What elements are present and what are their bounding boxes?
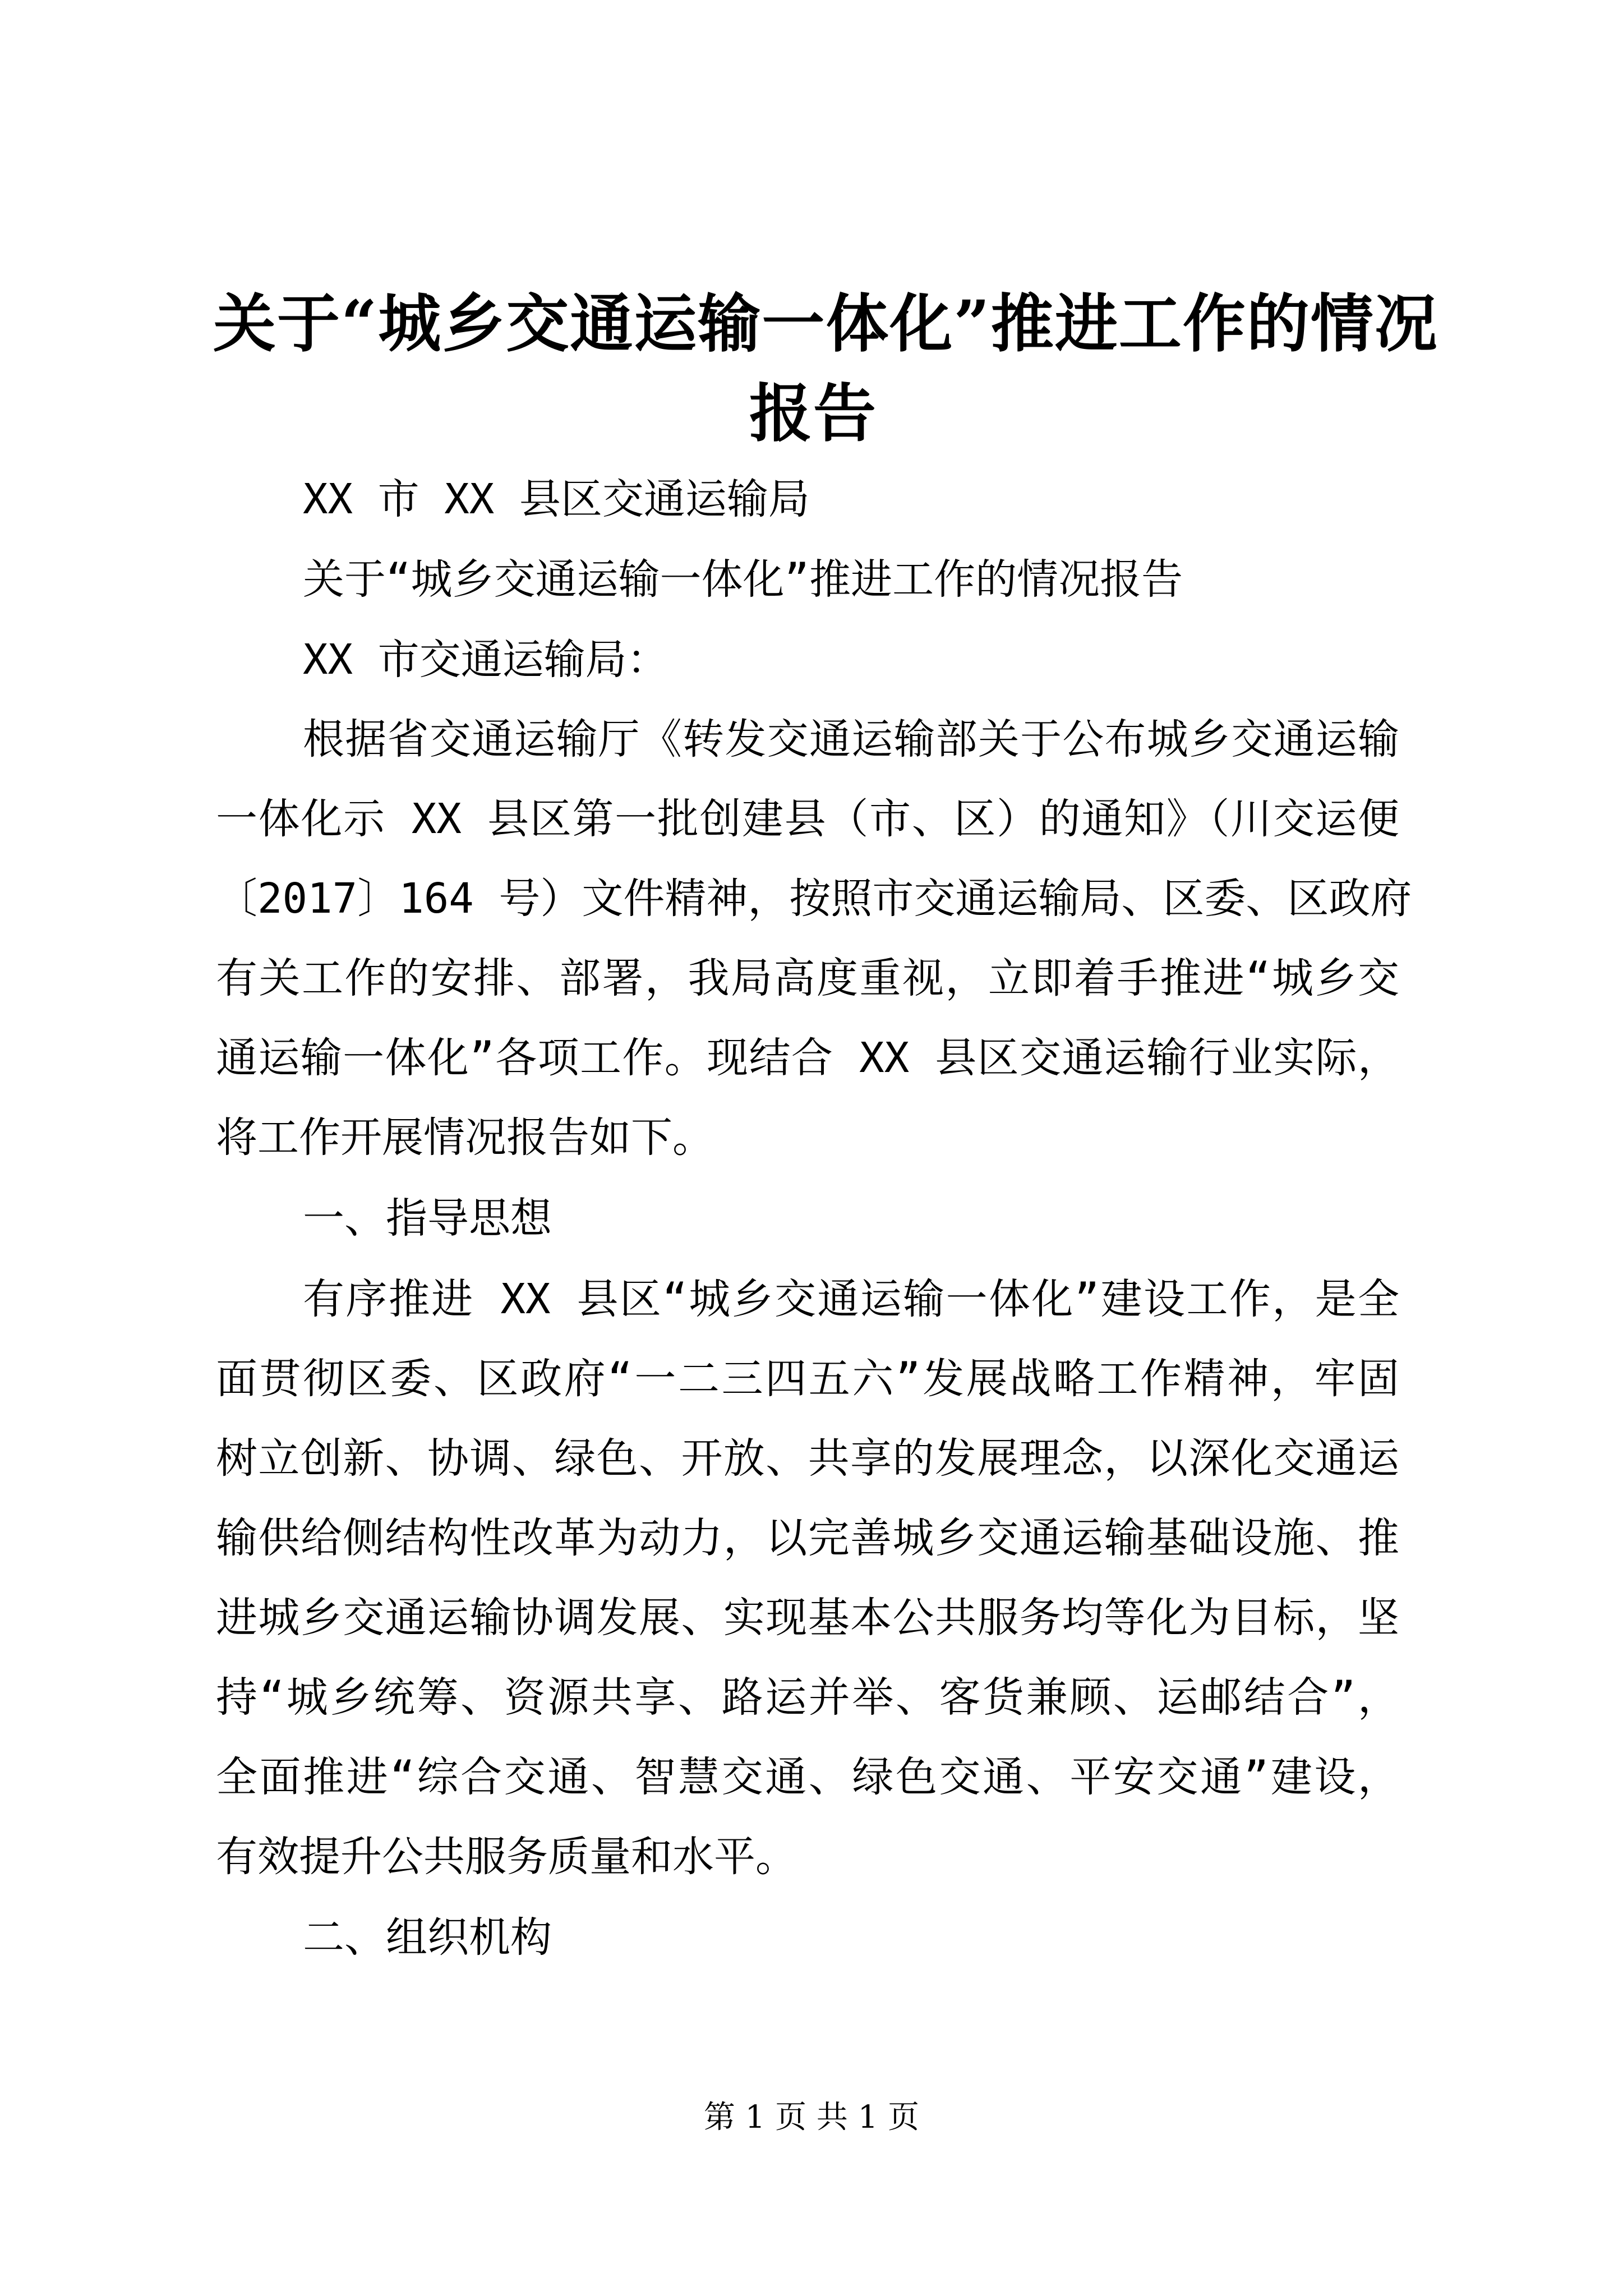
document-title-line-2: 报告 bbox=[749, 377, 877, 450]
addressee-line: XX 市交通运输局： bbox=[303, 636, 668, 684]
page-number-footer: 第 1 页 共 1 页 bbox=[703, 2099, 920, 2136]
paragraph-2-line: 有序推进 XX 县区“城乡交通运输一体化”建设工作，是全 bbox=[303, 1275, 1399, 1323]
header-organization: XX 市 XX 县区交通运输局 bbox=[303, 475, 810, 523]
paragraph-1-line: 根据省交通运输厅《转发交通运输部关于公布城乡交通运输 bbox=[303, 715, 1399, 763]
paragraph-1-line: 将工作开展情况报告如下。 bbox=[216, 1114, 714, 1162]
paragraph-2-line: 全面推进“综合交通、智慧交通、绿色交通、平安交通”建设， bbox=[216, 1753, 1399, 1801]
paragraph-1-line: 一体化示 XX 县区第一批创建县（市、区）的通知》（川交运便 bbox=[216, 795, 1399, 843]
paragraph-1-line: 〔2017〕164 号）文件精神，按照市交通运输局、区委、区政府 bbox=[216, 875, 1412, 923]
document-title-line-1: 关于“城乡交通运输一体化”推进工作的情况 bbox=[213, 287, 1438, 361]
paragraph-2-line: 面贯彻区委、区政府“一二三四五六”发展战略工作精神，牢固 bbox=[216, 1355, 1399, 1403]
paragraph-1-line: 有关工作的安排、部署，我局高度重视，立即着手推进“城乡交 bbox=[216, 954, 1399, 1002]
paragraph-2-line: 进城乡交通运输协调发展、实现基本公共服务均等化为目标，坚 bbox=[216, 1594, 1399, 1642]
section-2-heading: 二、组织机构 bbox=[303, 1913, 552, 1962]
paragraph-2-line: 有效提升公共服务质量和水平。 bbox=[216, 1833, 797, 1881]
paragraph-1-line: 通运输一体化”各项工作。现结合 XX 县区交通运输行业实际， bbox=[216, 1034, 1399, 1082]
paragraph-2-line: 持“城乡统筹、资源共享、路运并举、客货兼顾、运邮结合”， bbox=[216, 1673, 1399, 1722]
section-1-heading: 一、指导思想 bbox=[303, 1194, 552, 1243]
paragraph-2-line: 树立创新、协调、绿色、开放、共享的发展理念，以深化交通运 bbox=[216, 1434, 1399, 1483]
header-subject: 关于“城乡交通运输一体化”推进工作的情况报告 bbox=[303, 555, 1183, 604]
paragraph-2-line: 输供给侧结构性改革为动力，以完善城乡交通运输基础设施、推 bbox=[216, 1514, 1399, 1562]
